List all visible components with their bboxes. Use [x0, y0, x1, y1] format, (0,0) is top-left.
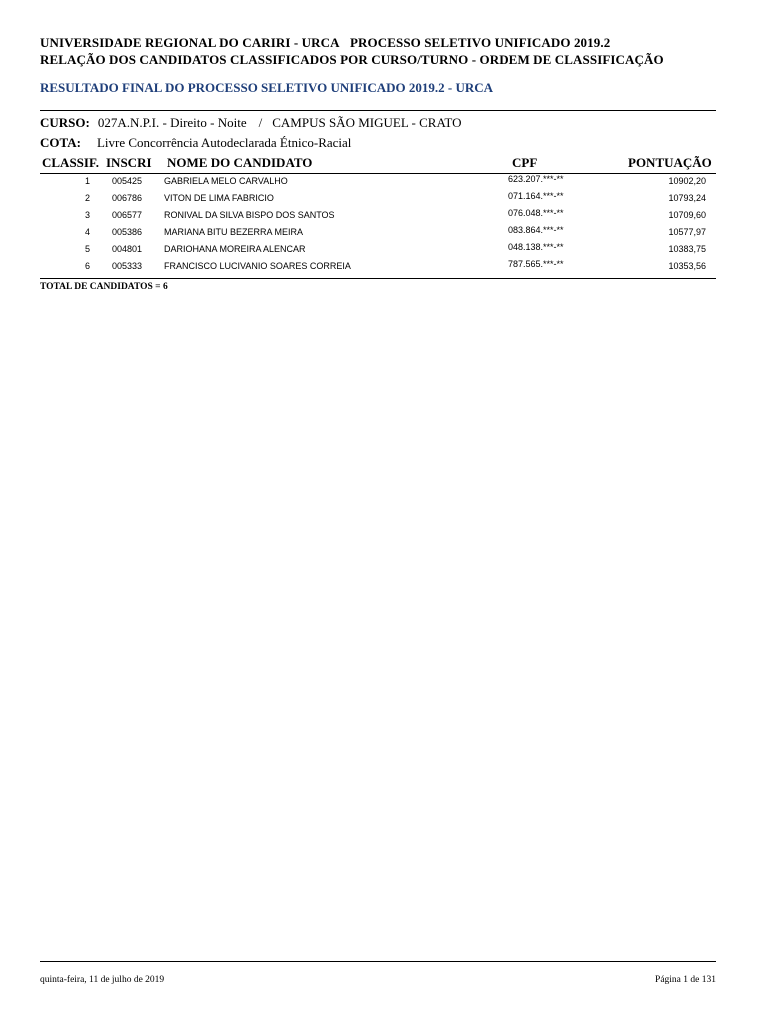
cell-classif: 6	[85, 261, 91, 271]
cell-cpf: 787.565.***-**	[508, 259, 564, 269]
cell-inscri: 006786	[112, 193, 143, 203]
footer-divider	[40, 961, 716, 962]
cell-score: 10353,56	[668, 261, 706, 271]
course-separator: /	[258, 115, 263, 130]
university-title: UNIVERSIDADE REGIONAL DO CARIRI - URCA	[40, 35, 340, 50]
total-candidates: TOTAL DE CANDIDATOS = 6	[40, 282, 168, 292]
cell-classif: 1	[85, 176, 91, 186]
table-row	[40, 210, 716, 227]
cell-cpf: 076.048.***-**	[508, 208, 564, 218]
course-line	[40, 114, 461, 132]
table-row	[40, 193, 716, 210]
cell-cpf: 083.864.***-**	[508, 225, 564, 235]
col-header-score: PONTUAÇÃO	[628, 155, 712, 170]
quota-line	[40, 134, 351, 152]
table-row	[40, 227, 716, 244]
footer-date: quinta-feira, 11 de julho de 2019	[40, 975, 165, 985]
cell-name: RONIVAL DA SILVA BISPO DOS SANTOS	[164, 210, 335, 220]
result-title: RESULTADO FINAL DO PROCESSO SELETIVO UNIFICADO 2019.2 - URCA	[40, 80, 494, 95]
table-row	[40, 176, 716, 193]
cell-inscri: 005333	[112, 261, 143, 271]
cell-score: 10577,97	[668, 227, 706, 237]
course-value: 027A.N.P.I. - Direito - Noite	[97, 115, 247, 130]
footer-page-number: Página 1 de 131	[655, 975, 716, 985]
table-row	[40, 244, 716, 261]
cell-inscri: 004801	[112, 244, 143, 254]
relation-title: RELAÇÃO DOS CANDIDATOS CLASSIFICADOS POR CURSO/TURNO - ORDEM DE CLASSIFICAÇÃO	[40, 52, 664, 67]
cell-name: VITON DE LIMA FABRICIO	[164, 193, 274, 203]
cell-inscri: 006577	[112, 210, 143, 220]
quota-value: Livre Concorrência Autodeclarada Étnico-Racial	[96, 135, 352, 150]
cell-name: DARIOHANA MOREIRA ALENCAR	[164, 244, 306, 254]
cell-cpf: 071.164.***-**	[508, 191, 564, 201]
campus-value: CAMPUS SÃO MIGUEL - CRATO	[272, 115, 462, 130]
process-title: PROCESSO SELETIVO UNIFICADO 2019.2	[350, 35, 611, 50]
cell-classif: 5	[85, 244, 91, 254]
cell-score: 10709,60	[668, 210, 706, 220]
col-header-name: NOME DO CANDIDATO	[167, 155, 313, 170]
cell-name: MARIANA BITU BEZERRA MEIRA	[164, 227, 304, 237]
table-bottom-divider	[40, 278, 716, 279]
header-divider	[40, 110, 716, 111]
course-label: CURSO:	[40, 115, 90, 130]
col-header-cpf: CPF	[512, 155, 538, 170]
col-header-inscri: INSCRI	[106, 155, 152, 170]
cell-score: 10793,24	[668, 193, 706, 203]
cell-classif: 4	[85, 227, 91, 237]
cell-name: GABRIELA MELO CARVALHO	[164, 176, 288, 186]
cell-inscri: 005386	[112, 227, 143, 237]
cell-score: 10383,75	[668, 244, 706, 254]
cell-cpf: 048.138.***-**	[508, 242, 564, 252]
cell-name: FRANCISCO LUCIVANIO SOARES CORREIA	[164, 261, 351, 271]
quota-label: COTA:	[40, 135, 81, 150]
cell-classif: 2	[85, 193, 91, 203]
cell-score: 10902,20	[668, 176, 706, 186]
cell-cpf: 623.207.***-**	[508, 174, 564, 184]
col-header-classif: CLASSIF.	[42, 155, 99, 170]
cell-classif: 3	[85, 210, 91, 220]
cell-inscri: 005425	[112, 176, 143, 186]
table-row	[40, 261, 716, 278]
table-header-divider	[40, 173, 716, 174]
